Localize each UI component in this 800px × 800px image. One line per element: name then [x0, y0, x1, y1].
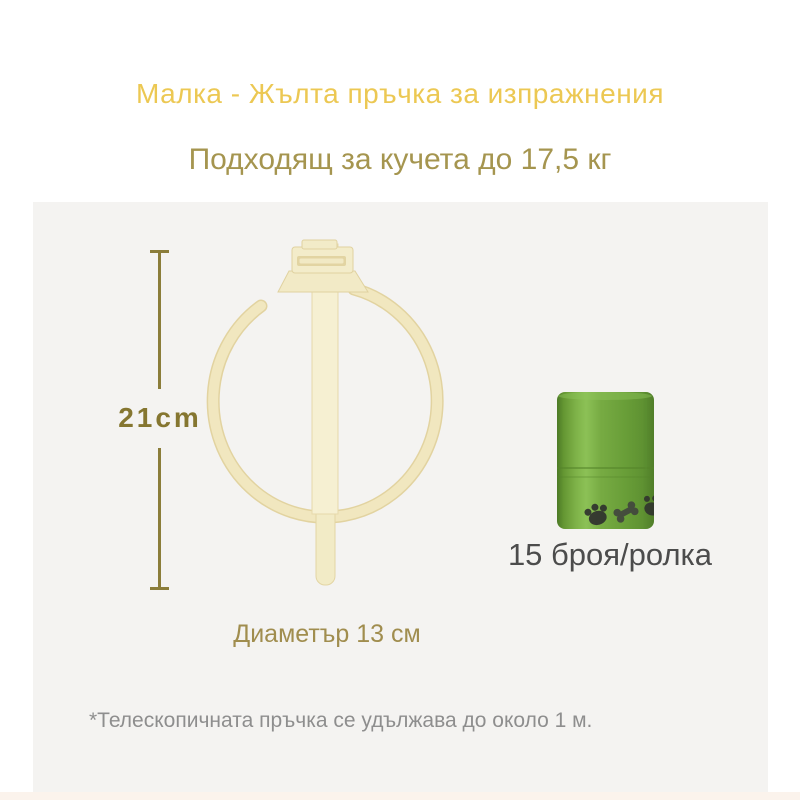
product-panel — [33, 202, 768, 792]
bottom-strip — [0, 792, 800, 800]
roll-count-label: 15 броя/ролка — [507, 537, 713, 572]
product-subtitle: Подходящ за кучета до 17,5 кг — [188, 143, 612, 176]
product-title: Малка - Жълта пръчка за изпражнения — [136, 78, 664, 109]
height-value-label: 21cm — [118, 402, 202, 433]
diameter-label: Диаметър 13 см — [233, 620, 421, 648]
telescopic-footnote: *Телескопичната пръчка се удължава до около 1 м. — [89, 709, 593, 732]
